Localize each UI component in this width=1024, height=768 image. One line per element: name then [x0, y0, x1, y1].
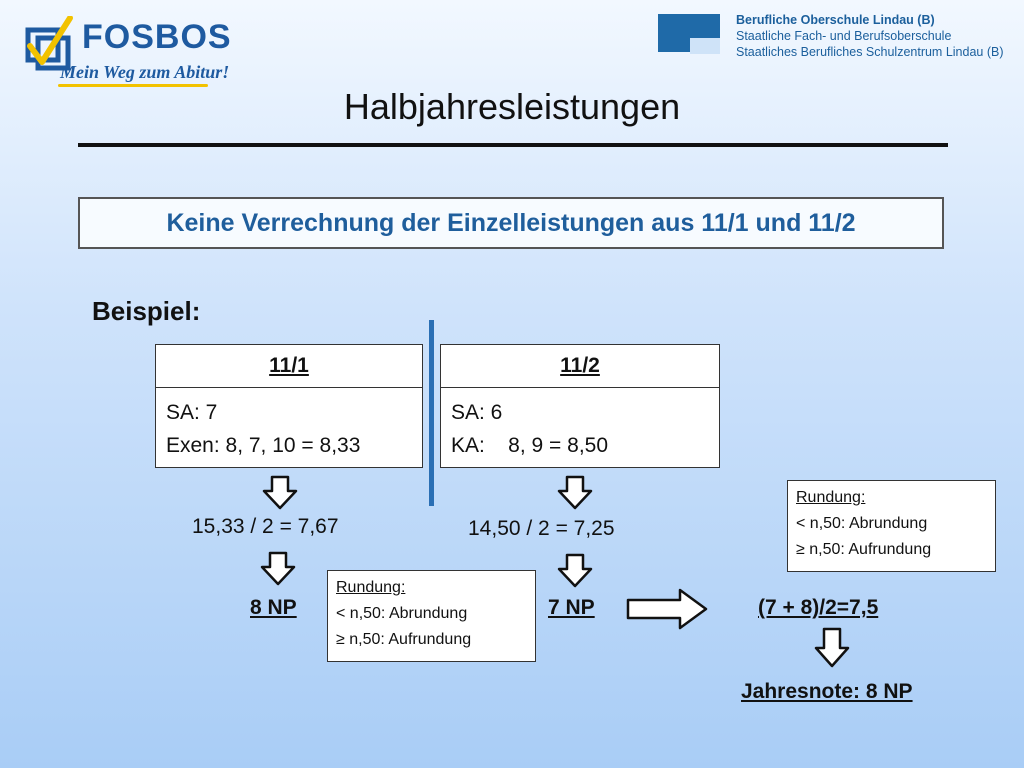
down-arrow-icon [814, 628, 850, 668]
semester-line: SA: 7 [166, 401, 218, 424]
down-arrow-icon [557, 476, 593, 510]
rounding-heading: Rundung: [796, 489, 866, 506]
headline-box [78, 197, 944, 249]
rounding-rule: < n,50: Abrundung [796, 515, 928, 532]
semester-divider [429, 320, 434, 506]
logo-slogan: Mein Weg zum Abitur! [60, 62, 230, 82]
semester-result: 7 NP [548, 596, 595, 619]
headline-text: Keine Verrechnung der Einzelleistungen aus 11/1 und 11/2 [166, 208, 856, 237]
semester-calculation: 14,50 / 2 = 7,25 [468, 517, 615, 540]
rounding-note [327, 570, 536, 662]
right-arrow-icon [626, 588, 708, 630]
rounding-rule: ≥ n,50: Aufrundung [336, 631, 472, 648]
rounding-rule: ≥ n,50: Aufrundung [796, 541, 932, 558]
school-line-2: Staatliche Fach- und Berufsoberschule [736, 29, 952, 43]
rounding-note [787, 480, 996, 572]
average-calculation: (7 + 8)/2=7,5 [758, 596, 879, 619]
slide-title: Halbjahresleistungen [343, 86, 681, 127]
down-arrow-icon [260, 552, 296, 586]
rounding-rule: < n,50: Abrundung [336, 605, 468, 622]
title-rule [78, 143, 948, 147]
semester-box-1 [155, 344, 423, 468]
school-logo-notch [690, 38, 720, 54]
rounding-heading: Rundung: [336, 579, 406, 596]
semester-calculation: 15,33 / 2 = 7,67 [192, 515, 339, 538]
semester-heading: 11/1 [156, 345, 422, 388]
semester-result: 8 NP [250, 596, 297, 619]
semester-line: SA: 6 [451, 401, 503, 424]
semester-line: KA: 8, 9 = 8,50 [451, 434, 609, 457]
semester-heading: 11/2 [441, 345, 719, 388]
school-line-1: Berufliche Oberschule Lindau (B) [736, 13, 935, 27]
down-arrow-icon [262, 476, 298, 510]
semester-line: Exen: 8, 7, 10 = 8,33 [166, 434, 361, 457]
semester-box-2 [440, 344, 720, 468]
down-arrow-icon [557, 554, 593, 588]
school-name [736, 12, 1004, 60]
example-label: Beispiel: [92, 296, 201, 326]
final-grade: Jahresnote: 8 NP [741, 680, 913, 703]
school-line-3: Staatliches Berufliches Schulzentrum Lindau (B) [736, 45, 1004, 59]
logo-wordmark: FOSBOS [82, 18, 232, 56]
